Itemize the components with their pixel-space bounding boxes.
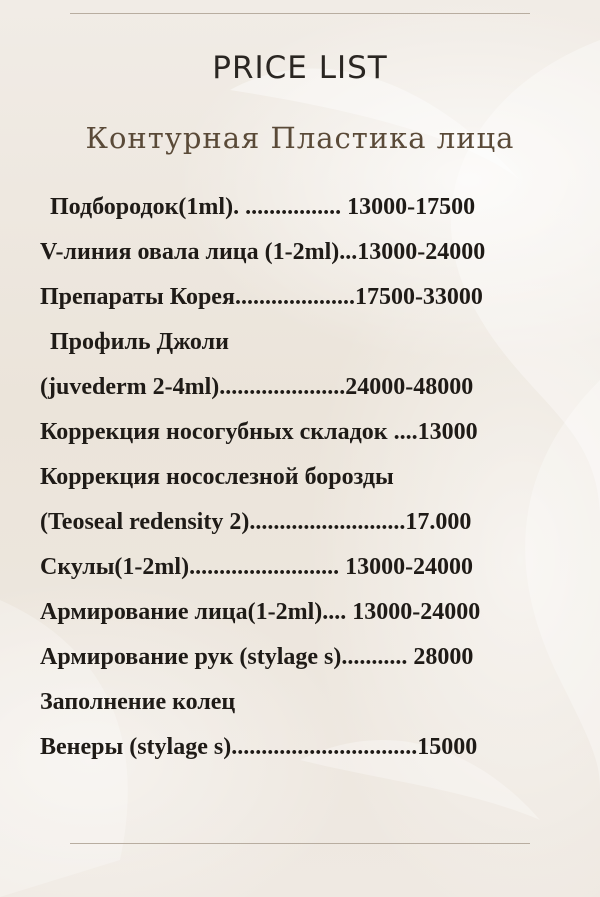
bottom-divider	[70, 843, 530, 844]
price-line: Венеры (stylage s)...............................15000	[40, 734, 478, 760]
page-title: PRICE LIST	[212, 50, 388, 86]
price-line: Скулы(1-2ml)......................... 13000-24000	[40, 554, 474, 580]
section-title: Контурная Пластика лица	[85, 121, 515, 155]
price-line: (juvederm 2-4ml).....................24000-48000	[40, 374, 474, 400]
price-line: Армирование рук (stylage s)........... 28000	[40, 644, 474, 670]
price-line: Заполнение колец	[40, 689, 236, 715]
price-line: Подбородок(1ml). ................ 13000-17500	[50, 194, 476, 220]
price-line: V-линия овала лица (1-2ml)...13000-24000	[40, 239, 486, 265]
price-line: Профиль Джоли	[50, 329, 229, 355]
price-line: Армирование лица(1-2ml).... 13000-24000	[40, 599, 481, 625]
price-line: Коррекция носослезной борозды	[40, 464, 394, 490]
top-divider	[70, 13, 530, 14]
price-list	[40, 185, 570, 770]
price-line: Коррекция носогубных складок ....13000	[40, 419, 478, 445]
price-line: (Teoseal redensity 2)..........................17.000	[40, 509, 472, 535]
price-line: Препараты Корея....................17500-33000	[40, 284, 483, 310]
